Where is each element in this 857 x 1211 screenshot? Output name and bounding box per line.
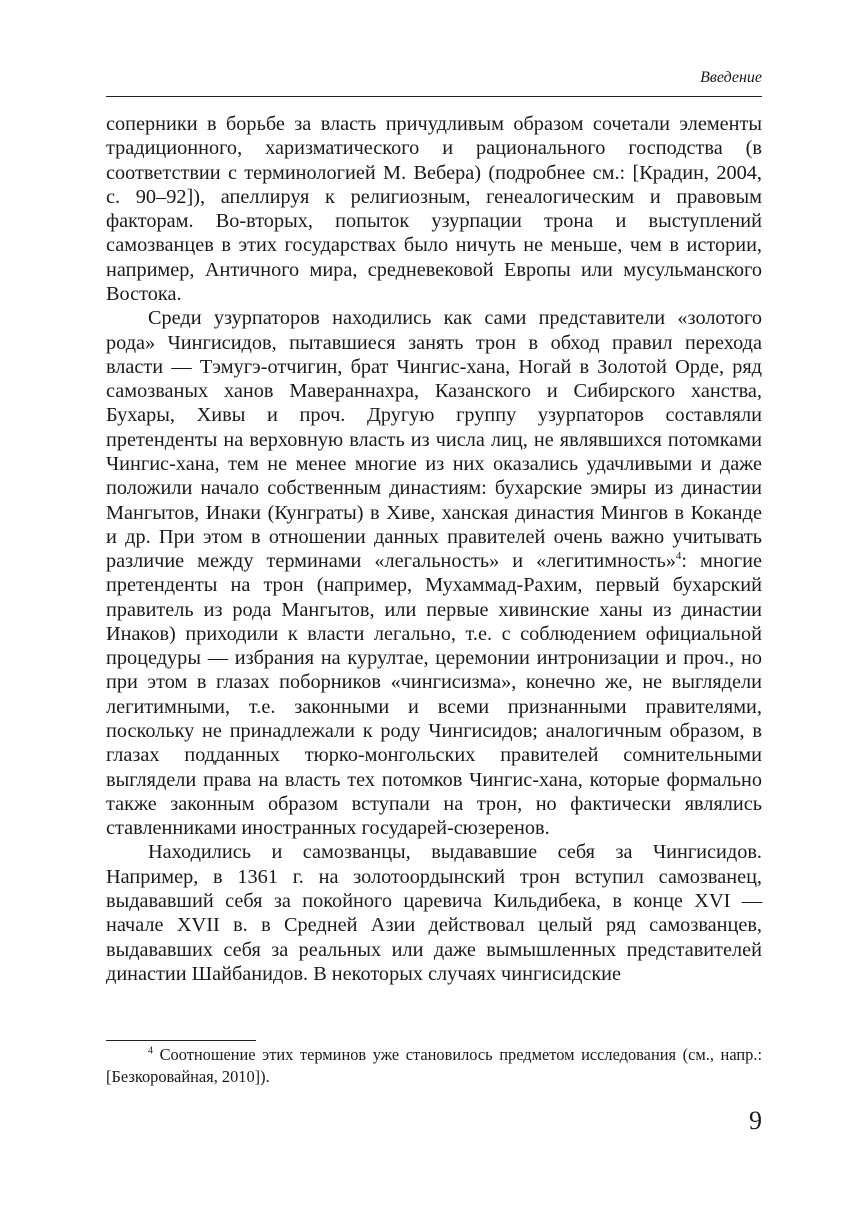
paragraph-1: соперники в борьбе за власть причудливым образом сочетали элементы традиционного, харизматического и рационального господства (в соответствии с терминологией М. Вебера) (подробнее см.: [Крадин, 2004, с. 90–92]), апеллируя к религиозным, генеалогическим и правовым факторам. Во-вторых, попыток узурпации трона и выступлений самозванцев в этих государствах было ничуть не меньше, чем в истории, например, Античного мира, средневековой Европы или мусульманского Востока. (106, 113, 762, 305)
paragraph-3: Находились и самозванцы, выдававшие себя за Чингисидов. Например, в 1361 г. на золотоордынский трон вступил самозванец, выдававший себя за покойного царевича Кильдибека, в конце XVI — начале XVII в. в Средней Азии действовал целый ряд самозванцев, выдававших себя за реальных или даже вымышленных представителей династии Шайбанидов. В некоторых случаях чингисидские (106, 841, 762, 985)
running-head-title: Введение (700, 69, 762, 86)
footnote-reference-4[interactable]: 4 (675, 550, 682, 563)
footnote-text: Соотношение этих терминов уже становилось предметом исследования (см., напр.: [Безкоровайная, 2010]). (106, 1045, 762, 1086)
paragraph-2 (106, 306, 762, 840)
header-rule (106, 96, 762, 97)
paragraph-2-text-b: : многие претенденты на трон (например, Мухаммад-Рахим, первый бухарский правитель из рода Мангытов, или первые хивинские ханы из династии Инаков) приходили к власти легально, т.е. с соблюдением официальной процедуры — избрания на курултае, церемонии интронизации и проч., но при этом в глазах поборников «чингисизма», конечно же, не выглядели легитимными, т.е. законными и всеми признанными правителями, поскольку не принадлежали к роду Чингисидов; аналогичным образом, в глазах подданных тюрко-монгольских правителей сомнительными выглядели права на власть тех потомков Чингис-хана, которые формально также законным образом вступали на трон, но фактически являлись ставленниками иностранных государей-сюзеренов. (106, 550, 762, 840)
page-number: 9 (749, 1106, 762, 1135)
footnote-rule (106, 1040, 256, 1041)
main-text (106, 112, 762, 986)
footnote-number: 4 (148, 1045, 153, 1057)
paragraph-2-text-a: Среди узурпаторов находились как сами представители «золотого рода» Чингисидов, пытавшиеся занять трон в обход правил перехода власти — Тэмугэ-отчигин, брат Чингис-хана, Ногай в Золотой Орде, ряд самозваных ханов Мавераннахра, Казанского и Сибирского ханства, Бухары, Хивы и проч. Другую группу узурпаторов составляли претенденты на верховную власть из числа лиц, не являвшихся потомками Чингис-хана, тем не менее многие из них оказались удачливыми и даже положили начало собственным династиям: бухарские эмиры из династии Мангытов, Инаки (Кунграты) в Хиве, ханская династия Мингов в Коканде и др. При этом в отношении данных правителей очень важно учитывать различие между терминами «легальность» и «легитимность» (106, 307, 762, 573)
footnote-4 (106, 1044, 762, 1088)
